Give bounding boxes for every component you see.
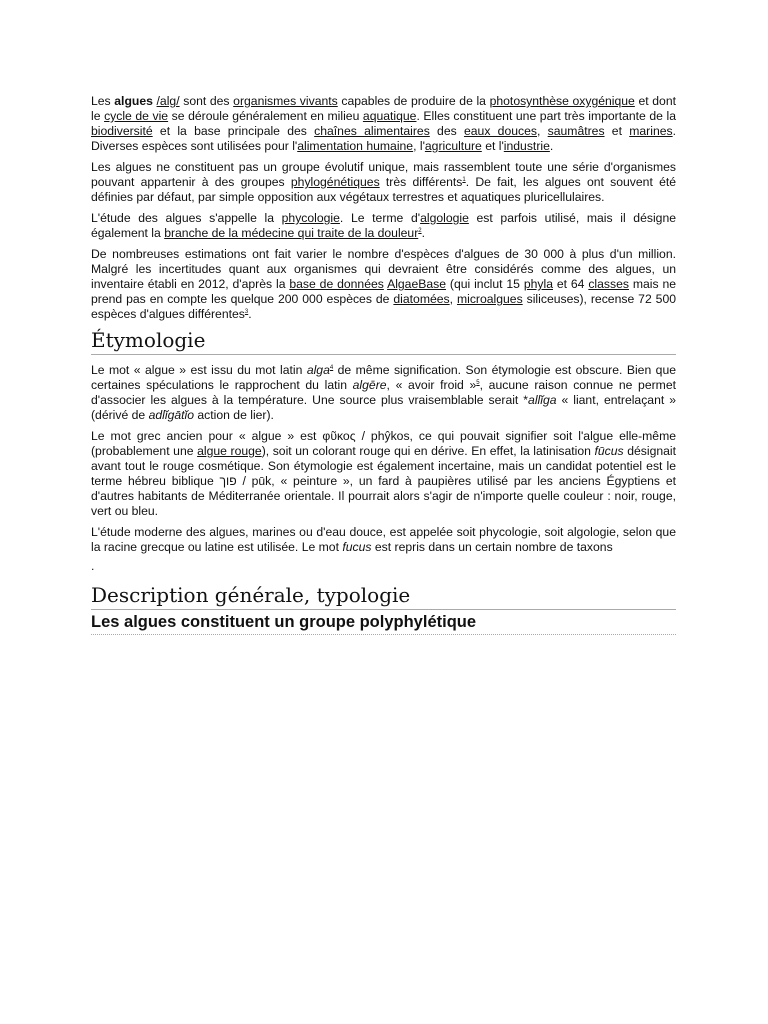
link-industrie[interactable]: industrie	[503, 139, 550, 153]
text: . Le terme d'	[339, 211, 421, 225]
footnote-ref-5[interactable]: 5	[476, 379, 480, 386]
text: ,	[449, 292, 457, 306]
text: Les algues ne constituent pas un groupe évolutif unique, mais rassemblent toute une série d'organismes pouvant appartenir à des groupes	[91, 160, 676, 189]
term-fucus: fūcus	[594, 444, 624, 458]
paragraph-estimations	[91, 247, 676, 322]
text: Les	[91, 94, 115, 108]
link-aquatique[interactable]: aquatique	[362, 109, 417, 123]
text: . Diverses espèces sont utilisées pour l'	[91, 124, 676, 153]
text: désignait avant tout le rouge cosmétique. Son étymologie est également incertaine, mais un candidat potentiel est le terme hébreu biblique פוך / pūk, « peinture », un fard à paupières utilisé par les anciens Égyptiens et d'autres habitants de Méditerranée orientale. Il pourrait alors s'agir de n'importe quelle couleur : noir, rouge, vert ou bleu.	[91, 444, 676, 518]
heading-etymologie: Étymologie	[91, 328, 676, 355]
footnote-ref-2[interactable]: 2	[418, 227, 422, 234]
paragraph-etymologie-latin	[91, 363, 676, 423]
text: « liant, entrelaçant » (dérivé de	[91, 393, 676, 422]
text: L'étude des algues s'appelle la	[91, 211, 282, 225]
text: . Elles constituent une part très importante de la	[416, 109, 676, 123]
intro-paragraph	[91, 94, 676, 154]
link-chaines-alimentaires[interactable]: chaînes alimentaires	[314, 124, 430, 138]
paragraph-etymologie-grec	[91, 429, 676, 519]
text: et l'	[481, 139, 504, 153]
text: L'étude moderne des algues, marines ou d'eau douce, est appelée soit phycologie, soit algologie, selon que la racine grecque ou latine est utilisée. Le mot	[91, 525, 676, 554]
footnote-ref-3[interactable]: 3	[244, 308, 249, 315]
text: mais ne prend pas en compte les quelque 200 000 espèces de	[91, 277, 677, 306]
text: ), soit un colorant rouge qui en dérive. En effet, la latinisation	[261, 444, 595, 458]
text: et 64	[552, 277, 589, 291]
link-photosynthese-oxygenique[interactable]: photosynthèse oxygénique	[489, 94, 635, 108]
text: .	[248, 307, 252, 321]
link-classes[interactable]: classes	[588, 277, 629, 291]
text: (qui inclut 15	[446, 277, 524, 291]
link-phycologie[interactable]: phycologie	[281, 211, 340, 225]
text: , aucune raison connue ne permet d'associer les algues à la température. Une source plus vraisemblable serait *	[91, 378, 676, 407]
text: des	[429, 124, 464, 138]
text: et la base principale des	[152, 124, 315, 138]
paragraph-phycologie	[91, 211, 676, 241]
text: ,	[536, 124, 548, 138]
link-pronunciation[interactable]: /alɡ/	[156, 94, 180, 108]
link-algue-rouge[interactable]: algue rouge	[197, 444, 262, 458]
text: , l'	[413, 139, 425, 153]
text: est repris dans un certain nombre de taxons	[371, 540, 613, 554]
link-cycle-de-vie[interactable]: cycle de vie	[104, 109, 169, 123]
paragraph-etude-moderne	[91, 525, 676, 555]
term-algues: algues	[114, 94, 153, 108]
link-phyla[interactable]: phyla	[523, 277, 553, 291]
stray-period: .	[91, 559, 95, 573]
term-adligatio: adlĭgātĭo	[148, 408, 194, 422]
text: De nombreuses estimations ont fait varier le nombre d'espèces d'algues de 30 000 à plus d'un million. Malgré les incertitudes quant aux organismes qui devraient être considérés comme des algues, un inventaire établi en 2012, d'après la	[91, 247, 676, 291]
footnote-ref-1[interactable]: 1	[462, 176, 466, 183]
heading-description-generale: Description générale, typologie	[91, 583, 676, 610]
text: Le mot grec ancien pour « algue » est φῦκος / phŷkos, ce qui pouvait signifier soit l'algue elle-même (probablement une	[91, 429, 676, 458]
link-diatomees[interactable]: diatomées	[393, 292, 450, 306]
text: très différents	[379, 175, 463, 189]
text: et dont le	[91, 94, 676, 123]
link-eaux-douces[interactable]: eaux douces	[463, 124, 537, 138]
link-alimentation-humaine[interactable]: alimentation humaine	[297, 139, 414, 153]
term-algere: algēre	[352, 378, 387, 392]
term-fucus-2: fucus	[342, 540, 372, 554]
text: et	[604, 124, 630, 138]
term-alliga: allĭga	[528, 393, 557, 407]
text: sont des	[179, 94, 234, 108]
subheading-groupe-polyphyletique: Les algues constituent un groupe polyphylétique	[91, 612, 676, 635]
link-algologie[interactable]: algologie	[420, 211, 469, 225]
link-branche-medecine[interactable]: branche de la médecine qui traite de la douleur	[164, 226, 419, 240]
paragraph-groupe-evolutif	[91, 160, 676, 205]
text: .	[549, 139, 554, 153]
text: de même signification. Son étymologie est obscure. Bien que certaines spéculations le rapprochent du latin	[91, 363, 676, 392]
text: .	[421, 226, 425, 240]
link-phylogenetiques[interactable]: phylogénétiques	[290, 175, 380, 189]
text: siliceuses), recense 72 500 espèces d'algues différentes	[91, 292, 676, 321]
link-algaebase[interactable]: AlgaeBase	[387, 277, 447, 291]
text: est parfois utilisé, mais il désigne également la	[91, 211, 677, 240]
link-microalgues[interactable]: microalgues	[456, 292, 523, 306]
term-alga: alga	[306, 363, 330, 377]
link-biodiversite[interactable]: biodiversité	[91, 124, 153, 138]
link-marines[interactable]: marines	[629, 124, 673, 138]
link-base-de-donnees[interactable]: base de données	[289, 277, 384, 291]
text: , « avoir froid »	[386, 378, 477, 392]
text: se déroule généralement en milieu	[168, 109, 363, 123]
article	[91, 94, 676, 635]
link-saumatres[interactable]: saumâtres	[547, 124, 605, 138]
text: action de lier).	[194, 408, 274, 422]
text: capables de produire de la	[337, 94, 490, 108]
text: Le mot « algue » est issu du mot latin	[91, 363, 307, 377]
link-organismes-vivants[interactable]: organismes vivants	[233, 94, 338, 108]
text: . De fait, les algues ont souvent été définies par défaut, par simple opposition aux végétaux terrestres et aquatiques pluricellulaires.	[91, 175, 677, 204]
footnote-ref-4[interactable]: 4	[329, 364, 334, 371]
link-agriculture[interactable]: agriculture	[424, 139, 482, 153]
